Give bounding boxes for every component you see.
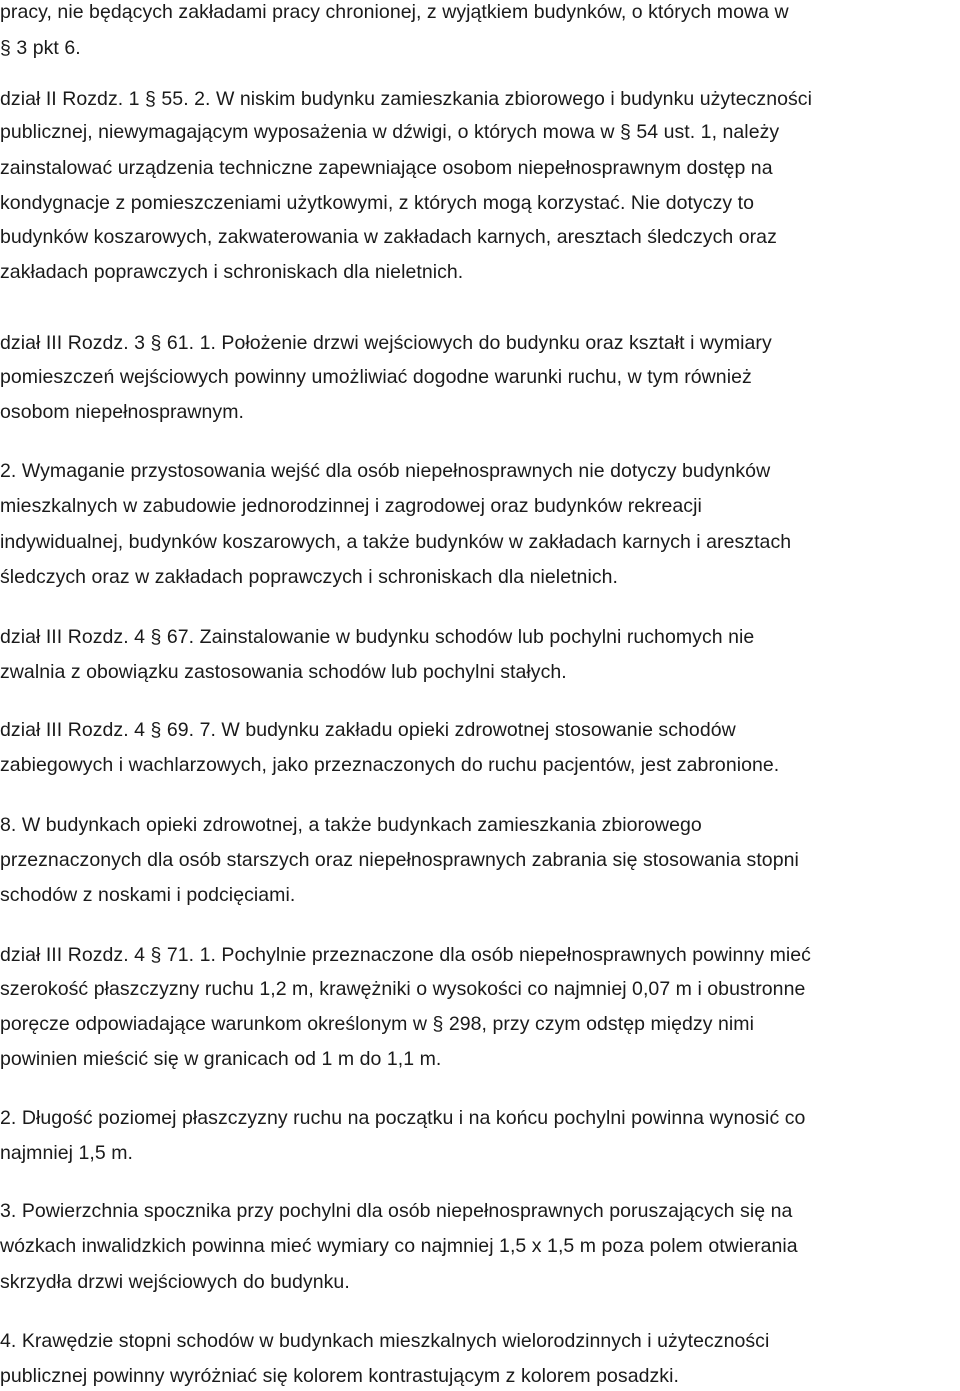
- text-line: 3. Powierzchnia spocznika przy pochylni dla osób niepełnosprawnych poruszających się na: [0, 1200, 793, 1222]
- text-line: zabiegowych i wachlarzowych, jako przeznaczonych do ruchu pacjentów, jest zabronione.: [0, 754, 780, 776]
- text-line: pomieszczeń wejściowych powinny umożliwiać dogodne warunki ruchu, w tym również: [0, 366, 752, 388]
- text-line: dział III Rozdz. 4 § 71. 1. Pochylnie przeznaczone dla osób niepełnosprawnych powinny mieć: [0, 944, 811, 966]
- text-line: szerokość płaszczyzny ruchu 1,2 m, krawężniki o wysokości co najmniej 0,07 m i obustronne: [0, 978, 806, 1000]
- text-line: kondygnacje z pomieszczeniami użytkowymi, z których mogą korzystać. Nie dotyczy to: [0, 192, 755, 214]
- text-line: pracy, nie będących zakładami pracy chronionej, z wyjątkiem budynków, o których mowa w: [0, 1, 789, 23]
- text-line: dział III Rozdz. 3 § 61. 1. Położenie drzwi wejściowych do budynku oraz kształt i wymiary: [0, 332, 772, 354]
- text-line: powinien mieścić się w granicach od 1 m do 1,1 m.: [0, 1048, 442, 1070]
- text-line: budynków koszarowych, zakwaterowania w zakładach karnych, aresztach śledczych oraz: [0, 226, 777, 248]
- text-line: publicznej, niewymagającym wyposażenia w dźwigi, o których mowa w § 54 ust. 1, należy: [0, 121, 780, 143]
- text-line: indywidualnej, budynków koszarowych, a także budynków w zakładach karnych i aresztach: [0, 531, 792, 553]
- text-line: zainstalować urządzenia techniczne zapewniające osobom niepełnosprawnym dostęp na: [0, 157, 773, 179]
- text-line: osobom niepełnosprawnym.: [0, 401, 244, 423]
- text-line: skrzydła drzwi wejściowych do budynku.: [0, 1271, 350, 1293]
- text-line: publicznej powinny wyróżniać się kolorem kontrastującym z kolorem posadzki.: [0, 1365, 679, 1387]
- text-line: śledczych oraz w zakładach poprawczych i schroniskach dla nieletnich.: [0, 566, 618, 588]
- text-line: 8. W budynkach opieki zdrowotnej, a także budynkach zamieszkania zbiorowego: [0, 814, 702, 836]
- text-line: przeznaczonych dla osób starszych oraz niepełnosprawnych zabrania się stosowania stopni: [0, 849, 799, 871]
- text-line: najmniej 1,5 m.: [0, 1142, 133, 1164]
- text-line: § 3 pkt 6.: [0, 37, 81, 59]
- text-line: dział III Rozdz. 4 § 67. Zainstalowanie w budynku schodów lub pochylni ruchomych nie: [0, 626, 755, 648]
- text-line: poręcze odpowiadające warunkom określonym w § 298, przy czym odstęp między nimi: [0, 1013, 754, 1035]
- text-line: 2. Wymaganie przystosowania wejść dla osób niepełnosprawnych nie dotyczy budynków: [0, 460, 771, 482]
- text-line: 2. Długość poziomej płaszczyzny ruchu na początku i na końcu pochylni powinna wynosić co: [0, 1107, 806, 1129]
- text-line: dział II Rozdz. 1 § 55. 2. W niskim budynku zamieszkania zbiorowego i budynku użyteczności: [0, 88, 812, 110]
- text-line: mieszkalnych w zabudowie jednorodzinnej i zagrodowej oraz budynków rekreacji: [0, 495, 702, 517]
- text-line: dział III Rozdz. 4 § 69. 7. W budynku zakładu opieki zdrowotnej stosowanie schodów: [0, 719, 736, 741]
- text-line: 4. Krawędzie stopni schodów w budynkach mieszkalnych wielorodzinnych i użyteczności: [0, 1330, 770, 1352]
- text-line: zakładach poprawczych i schroniskach dla nieletnich.: [0, 261, 464, 283]
- text-line: zwalnia z obowiązku zastosowania schodów lub pochylni stałych.: [0, 661, 567, 683]
- text-line: schodów z noskami i podcięciami.: [0, 884, 296, 906]
- text-line: wózkach inwalidzkich powinna mieć wymiary co najmniej 1,5 x 1,5 m poza polem otwierania: [0, 1235, 798, 1257]
